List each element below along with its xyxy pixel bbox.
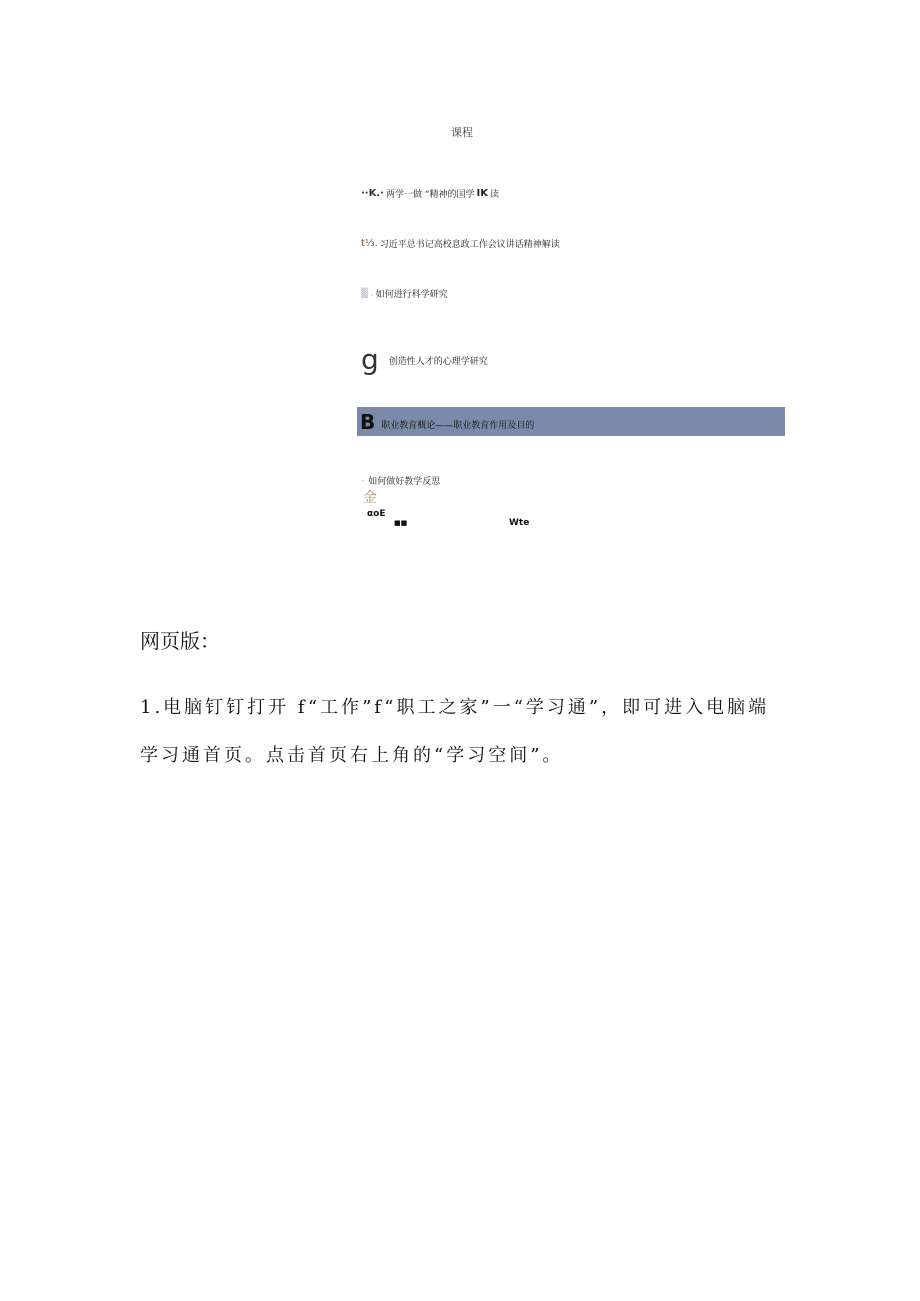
course-item-4-label: 创造性人才的心理学研究 xyxy=(388,356,488,367)
course-item-3-label: 如何进行科学研究 xyxy=(375,290,448,300)
course-item-2-prefix: t⅓. xyxy=(361,238,378,249)
course-item-6-label: 如何做好教学反思 xyxy=(368,477,441,487)
course-item-1-label-c: 读 xyxy=(489,190,499,200)
course-item-4-prefix: g xyxy=(361,343,379,376)
course-item-5-label: 职业教育概论——职业教育作用及目的 xyxy=(381,421,535,431)
course-item-2-label: 习近平总书记高校息政工作会议讲话精神解读 xyxy=(379,240,560,250)
course-item-5-prefix: B xyxy=(360,409,376,434)
course-item-6-prefix: - xyxy=(361,475,365,486)
course-item-4[interactable] xyxy=(361,343,488,376)
course-list-header: 课程 xyxy=(451,126,473,139)
section-title: 网页版： xyxy=(140,629,220,653)
course-item-1[interactable] xyxy=(361,187,499,200)
fragment-alpha-text: αoE xyxy=(367,509,386,519)
course-item-1-prefix: ··K.· xyxy=(361,188,384,199)
course-item-6[interactable] xyxy=(361,474,440,487)
gold-character: 金 xyxy=(363,490,377,506)
fragment-squares: ■■ xyxy=(394,519,408,527)
course-item-1-label-a: 两学一做 “精神的国学 xyxy=(385,190,475,200)
course-item-3[interactable] xyxy=(361,287,448,300)
course-item-5-selected[interactable] xyxy=(357,407,785,436)
course-item-2[interactable] xyxy=(361,237,560,250)
course-item-1-label-b: IK xyxy=(476,188,488,199)
course-item-3-prefix: ▒ . xyxy=(361,288,374,299)
instruction-paragraph: 1.电脑钉钉打开 f“工作”f“职工之家”一“学习通”，即可进入电脑端学习通首页。点击首页右上角的“学习空间”。 xyxy=(140,697,770,766)
fragment-wte-text: Wte xyxy=(509,518,530,528)
